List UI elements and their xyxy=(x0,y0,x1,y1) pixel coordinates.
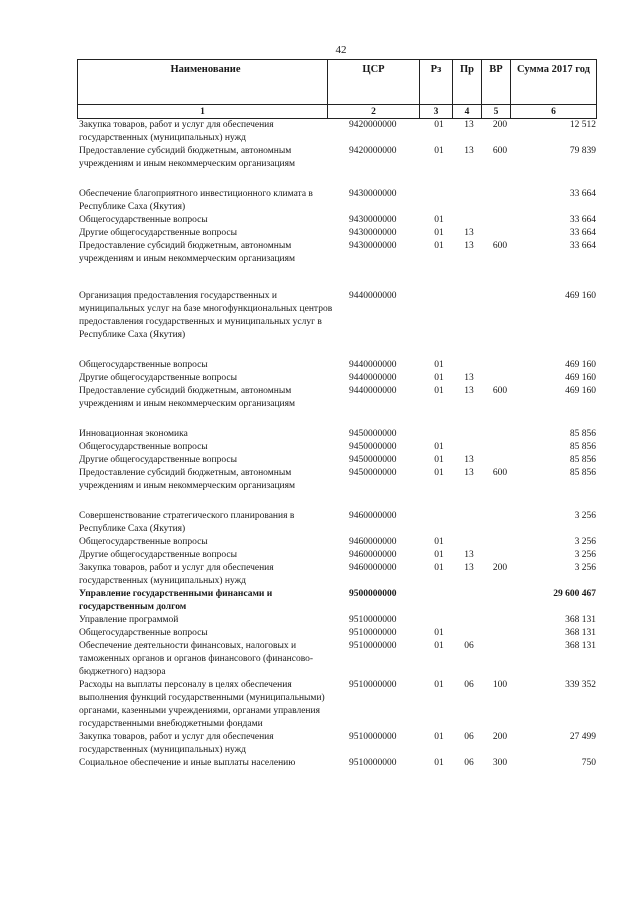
cell-pr: 13 xyxy=(464,455,474,465)
cell-name: Социальное обеспечение и иные выплаты населению xyxy=(79,758,296,768)
cell-name: Общегосударственные вопросы xyxy=(79,215,208,225)
cell-csr: 9420000000 xyxy=(349,120,397,130)
cell-name: Другие общегосударственные вопросы xyxy=(79,550,237,560)
cell-pr xyxy=(455,214,483,227)
cell-rz xyxy=(423,510,455,536)
table-row xyxy=(77,240,596,266)
cell-vr xyxy=(483,441,517,454)
table-row xyxy=(77,627,596,640)
table-row xyxy=(77,588,596,614)
cell-rz: 01 xyxy=(434,228,444,238)
cell-csr: 9450000000 xyxy=(349,455,397,465)
cell-csr: 9460000000 xyxy=(349,537,397,547)
cell-sum: 85 856 xyxy=(569,429,596,439)
cell-name: Общегосударственные вопросы xyxy=(79,442,208,452)
cell-rz: 01 xyxy=(434,537,444,547)
cell-csr: 9460000000 xyxy=(349,511,397,521)
table-row xyxy=(77,454,596,467)
cell-pr: 13 xyxy=(464,120,474,130)
cell-name: Закупка товаров, работ и услуг для обеспечения государственных (муниципальных) нужд xyxy=(79,120,274,143)
cell-sum: 33 664 xyxy=(569,241,596,251)
cell-pr xyxy=(455,441,483,454)
table-row xyxy=(77,679,596,731)
table-row xyxy=(77,428,596,441)
cell-csr: 9440000000 xyxy=(349,373,397,383)
cell-rz: 01 xyxy=(434,628,444,638)
cell-rz: 01 xyxy=(434,455,444,465)
cell-rz xyxy=(423,188,455,214)
cell-sum: 3 256 xyxy=(574,511,596,521)
cell-name: Общегосударственные вопросы xyxy=(79,628,208,638)
table-row xyxy=(77,290,596,342)
row-spacer xyxy=(77,342,596,359)
cell-sum: 79 839 xyxy=(569,146,596,156)
cell-vr: 100 xyxy=(492,680,508,690)
cell-vr xyxy=(483,428,517,441)
cell-name: Организация предоставления государственных и муниципальных услуг на базе многофункциональных центров предоставления государственных и муниципальных услуг в Республике Саха (Якутия) xyxy=(79,291,333,340)
table-row xyxy=(77,441,596,454)
cell-csr: 9440000000 xyxy=(349,291,397,301)
cell-csr: 9450000000 xyxy=(349,429,397,439)
cell-name: Закупка товаров, работ и услуг для обеспечения государственных (муниципальных) нужд xyxy=(79,563,274,586)
cell-vr: 200 xyxy=(492,732,508,742)
cell-pr xyxy=(455,627,483,640)
cell-pr xyxy=(455,614,483,627)
cell-vr xyxy=(483,510,517,536)
cell-rz xyxy=(423,428,455,441)
cell-name: Управление государственными финансами и государственным долгом xyxy=(79,589,273,612)
cell-pr: 13 xyxy=(464,241,474,251)
cell-csr: 9430000000 xyxy=(349,228,397,238)
cell-csr: 9460000000 xyxy=(349,550,397,560)
cell-vr: 600 xyxy=(492,146,508,156)
cell-sum: 3 256 xyxy=(574,550,596,560)
col-number-3: 3 xyxy=(420,105,453,119)
table-row xyxy=(77,536,596,549)
cell-vr: 300 xyxy=(492,758,508,768)
col-header-rz: Рз xyxy=(420,60,453,105)
cell-csr: 9420000000 xyxy=(349,146,397,156)
cell-vr: 600 xyxy=(492,241,508,251)
cell-sum: 3 256 xyxy=(574,537,596,547)
cell-pr: 13 xyxy=(464,468,474,478)
cell-pr xyxy=(455,588,483,614)
table-row xyxy=(77,359,596,372)
cell-rz: 01 xyxy=(434,680,444,690)
cell-csr: 9510000000 xyxy=(349,758,397,768)
col-number-6: 6 xyxy=(511,105,597,119)
cell-name: Инновационная экономика xyxy=(79,429,188,439)
cell-pr xyxy=(455,188,483,214)
cell-rz: 01 xyxy=(434,386,444,396)
cell-name: Другие общегосударственные вопросы xyxy=(79,228,237,238)
cell-csr: 9440000000 xyxy=(349,360,397,370)
cell-rz: 01 xyxy=(434,241,444,251)
table-row xyxy=(77,549,596,562)
cell-rz: 01 xyxy=(434,550,444,560)
cell-vr: 600 xyxy=(492,468,508,478)
cell-vr: 200 xyxy=(492,563,508,573)
cell-rz xyxy=(423,290,455,342)
cell-vr xyxy=(483,614,517,627)
row-spacer xyxy=(77,493,596,510)
cell-name: Предоставление субсидий бюджетным, автономным учреждениям и иным некоммерческим организациям xyxy=(79,386,296,409)
col-header-csr: ЦСР xyxy=(328,60,420,105)
page-number: 42 xyxy=(335,44,347,56)
cell-sum: 469 160 xyxy=(565,360,596,370)
cell-name: Обеспечение благоприятного инвестиционного климата в Республике Саха (Якутия) xyxy=(79,189,313,212)
cell-name: Другие общегосударственные вопросы xyxy=(79,373,237,383)
cell-vr xyxy=(483,214,517,227)
col-number-4: 4 xyxy=(453,105,482,119)
cell-name: Закупка товаров, работ и услуг для обеспечения государственных (муниципальных) нужд xyxy=(79,732,274,755)
cell-pr: 06 xyxy=(464,680,474,690)
table-row xyxy=(77,188,596,214)
cell-sum: 33 664 xyxy=(569,189,596,199)
cell-rz: 01 xyxy=(434,732,444,742)
row-spacer xyxy=(77,411,596,428)
cell-vr xyxy=(483,627,517,640)
cell-csr: 9430000000 xyxy=(349,241,397,251)
cell-csr: 9500000000 xyxy=(349,589,397,599)
table-row xyxy=(77,731,596,757)
table-row xyxy=(77,510,596,536)
cell-sum: 85 856 xyxy=(569,455,596,465)
cell-sum: 12 512 xyxy=(569,120,596,130)
cell-rz: 01 xyxy=(434,442,444,452)
cell-pr: 13 xyxy=(464,146,474,156)
table-row xyxy=(77,757,596,770)
cell-csr: 9430000000 xyxy=(349,215,397,225)
cell-name: Предоставление субсидий бюджетным, автономным учреждениям и иным некоммерческим организациям xyxy=(79,241,296,264)
cell-vr xyxy=(483,588,517,614)
cell-sum: 368 131 xyxy=(565,615,596,625)
table-row xyxy=(77,562,596,588)
col-header-name: Наименование xyxy=(78,60,328,105)
cell-rz: 01 xyxy=(434,373,444,383)
spacer-cell xyxy=(77,342,596,359)
cell-sum: 339 352 xyxy=(565,680,596,690)
cell-vr xyxy=(483,536,517,549)
cell-vr: 200 xyxy=(492,120,508,130)
cell-rz: 01 xyxy=(434,146,444,156)
cell-rz: 01 xyxy=(434,120,444,130)
cell-pr xyxy=(455,359,483,372)
cell-sum: 29 600 467 xyxy=(553,589,596,599)
cell-sum: 33 664 xyxy=(569,215,596,225)
row-spacer xyxy=(77,266,596,290)
cell-pr: 13 xyxy=(464,386,474,396)
cell-csr: 9450000000 xyxy=(349,442,397,452)
cell-rz xyxy=(423,588,455,614)
cell-name: Расходы на выплаты персоналу в целях обеспечения выполнения функций государственными (муниципальными) органами, казенными учреждениями, органами управления государственными внебюджетными фондами xyxy=(79,680,325,729)
col-header-sum: Сумма 2017 год xyxy=(511,60,597,105)
col-number-5: 5 xyxy=(482,105,511,119)
col-number-1: 1 xyxy=(78,105,328,119)
cell-name: Общегосударственные вопросы xyxy=(79,537,208,547)
cell-csr: 9430000000 xyxy=(349,189,397,199)
cell-pr: 13 xyxy=(464,563,474,573)
table-row xyxy=(77,214,596,227)
cell-csr: 9450000000 xyxy=(349,468,397,478)
row-spacer xyxy=(77,171,596,188)
cell-vr xyxy=(483,227,517,240)
cell-vr xyxy=(483,640,517,679)
cell-name: Совершенствование стратегического планирования в Республике Саха (Якутия) xyxy=(79,511,295,534)
cell-sum: 33 664 xyxy=(569,228,596,238)
spacer-cell xyxy=(77,266,596,290)
cell-sum: 469 160 xyxy=(565,386,596,396)
cell-pr xyxy=(455,510,483,536)
cell-pr xyxy=(455,290,483,342)
cell-rz: 01 xyxy=(434,758,444,768)
cell-sum: 85 856 xyxy=(569,442,596,452)
cell-sum: 3 256 xyxy=(574,563,596,573)
table-row xyxy=(77,467,596,493)
cell-sum: 469 160 xyxy=(565,291,596,301)
cell-sum: 27 499 xyxy=(569,732,596,742)
table-row xyxy=(77,145,596,171)
cell-vr xyxy=(483,290,517,342)
cell-pr xyxy=(455,428,483,441)
cell-rz: 01 xyxy=(434,360,444,370)
table-row xyxy=(77,119,596,145)
spacer-cell xyxy=(77,411,596,428)
spacer-cell xyxy=(77,171,596,188)
table-row xyxy=(77,372,596,385)
cell-pr: 13 xyxy=(464,550,474,560)
cell-sum: 368 131 xyxy=(565,628,596,638)
cell-name: Обеспечение деятельности финансовых, налоговых и таможенных органов и органов финансового (финансово-бюджетного) надзора xyxy=(79,641,314,677)
cell-sum: 368 131 xyxy=(565,641,596,651)
cell-pr: 06 xyxy=(464,758,474,768)
table-header xyxy=(77,59,597,119)
cell-csr: 9440000000 xyxy=(349,386,397,396)
cell-pr: 13 xyxy=(464,228,474,238)
cell-vr xyxy=(483,188,517,214)
cell-csr: 9510000000 xyxy=(349,615,397,625)
spacer-cell xyxy=(77,493,596,510)
table-row xyxy=(77,614,596,627)
cell-name: Общегосударственные вопросы xyxy=(79,360,208,370)
cell-vr xyxy=(483,359,517,372)
table-row xyxy=(77,385,596,411)
cell-vr: 600 xyxy=(492,386,508,396)
cell-csr: 9510000000 xyxy=(349,680,397,690)
col-number-2: 2 xyxy=(328,105,420,119)
cell-rz: 01 xyxy=(434,641,444,651)
cell-pr: 06 xyxy=(464,641,474,651)
cell-vr xyxy=(483,372,517,385)
table-row xyxy=(77,640,596,679)
cell-csr: 9510000000 xyxy=(349,628,397,638)
cell-rz: 01 xyxy=(434,563,444,573)
cell-name: Предоставление субсидий бюджетным, автономным учреждениям и иным некоммерческим организациям xyxy=(79,146,296,169)
cell-csr: 9510000000 xyxy=(349,641,397,651)
budget-table xyxy=(77,119,596,770)
cell-vr xyxy=(483,454,517,467)
cell-name: Предоставление субсидий бюджетным, автономным учреждениям и иным некоммерческим организациям xyxy=(79,468,296,491)
cell-name: Другие общегосударственные вопросы xyxy=(79,455,237,465)
table-row xyxy=(77,227,596,240)
cell-vr xyxy=(483,549,517,562)
cell-rz: 01 xyxy=(434,468,444,478)
cell-rz xyxy=(423,614,455,627)
cell-csr: 9510000000 xyxy=(349,732,397,742)
cell-sum: 469 160 xyxy=(565,373,596,383)
col-header-vr: ВР xyxy=(482,60,511,105)
col-header-pr: Пр xyxy=(453,60,482,105)
cell-pr: 06 xyxy=(464,732,474,742)
cell-pr xyxy=(455,536,483,549)
cell-rz: 01 xyxy=(434,215,444,225)
cell-pr: 13 xyxy=(464,373,474,383)
cell-name: Управление программой xyxy=(79,615,179,625)
cell-sum: 85 856 xyxy=(569,468,596,478)
cell-sum: 750 xyxy=(581,758,596,768)
cell-csr: 9460000000 xyxy=(349,563,397,573)
